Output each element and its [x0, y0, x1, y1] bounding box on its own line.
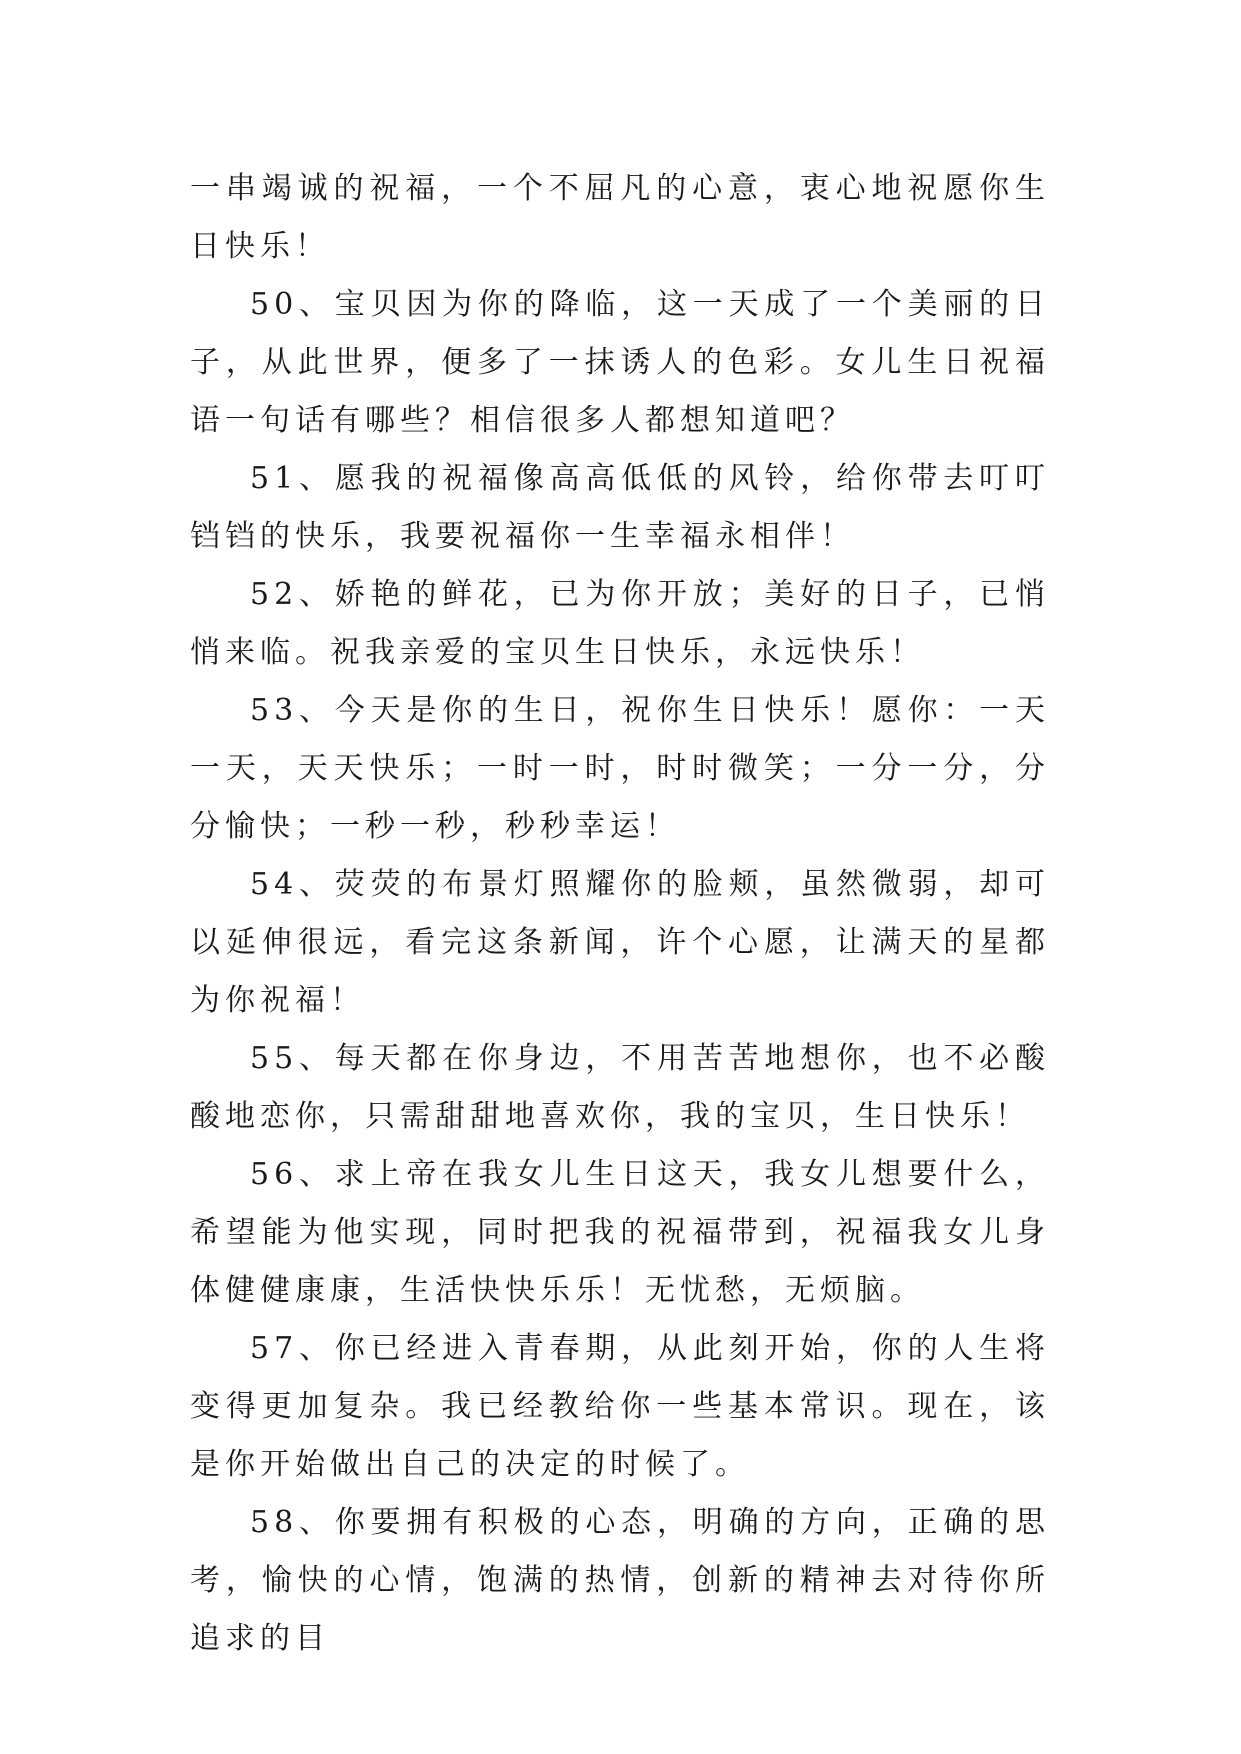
- paragraph-54: 54、荧荧的布景灯照耀你的脸颊，虽然微弱，却可以延伸很远，看完这条新闻，许个心愿，让满天的星都为你祝福！: [190, 867, 1050, 1018]
- paragraph-55: 55、每天都在你身边，不用苦苦地想你，也不必酸酸地恋你，只需甜甜地喜欢你，我的宝贝，生日快乐！: [190, 1041, 1050, 1134]
- paragraph-1: 一串竭诚的祝福，一个不屈凡的心意，衷心地祝愿你生日快乐！: [190, 171, 1050, 264]
- paragraph-56: 56、求上帝在我女儿生日这天，我女儿想要什么，希望能为他实现，同时把我的祝福带到，祝福我女儿身体健健康康，生活快快乐乐！无忧愁，无烦脑。: [190, 1157, 1050, 1308]
- paragraph-57: 57、你已经进入青春期，从此刻开始，你的人生将变得更加复杂。我已经教给你一些基本常识。现在，该是你开始做出自己的决定的时候了。: [190, 1331, 1050, 1482]
- paragraph-52: 52、娇艳的鲜花，已为你开放；美好的日子，已悄悄来临。祝我亲爱的宝贝生日快乐，永远快乐！: [190, 577, 1050, 670]
- paragraph-58: 58、你要拥有积极的心态，明确的方向，正确的思考，愉快的心情，饱满的热情，创新的精神去对待你所追求的目: [190, 1505, 1050, 1656]
- paragraph-50: 50、宝贝因为你的降临，这一天成了一个美丽的日子，从此世界，便多了一抹诱人的色彩。女儿生日祝福语一句话有哪些？相信很多人都想知道吧？: [190, 287, 1050, 438]
- paragraph-51: 51、愿我的祝福像高高低低的风铃，给你带去叮叮铛铛的快乐，我要祝福你一生幸福永相伴！: [190, 461, 1050, 554]
- paragraph-53: 53、今天是你的生日，祝你生日快乐！愿你：一天一天，天天快乐；一时一时，时时微笑；一分一分，分分愉快；一秒一秒，秒秒幸运！: [190, 693, 1050, 844]
- document-body: [190, 160, 1050, 1668]
